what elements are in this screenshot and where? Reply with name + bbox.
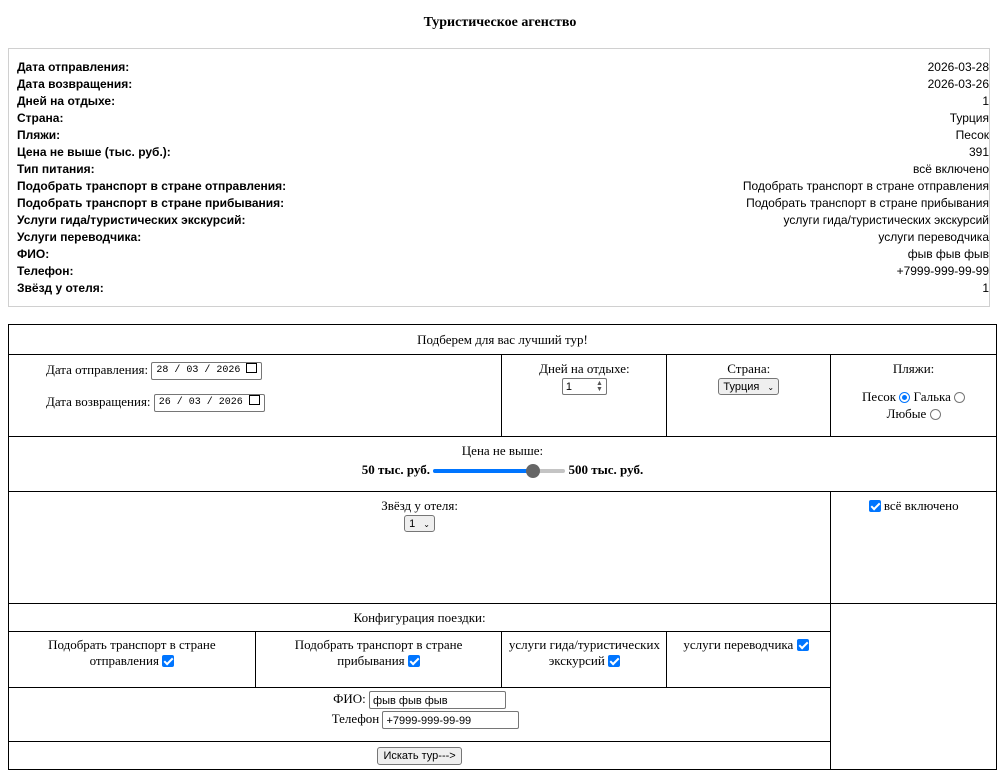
chevron-down-icon: ⌄: [767, 382, 775, 392]
dates-cell: [9, 355, 502, 437]
beaches-label: Пляжи:: [892, 361, 935, 376]
translator-cell: [667, 632, 831, 688]
summary-label: Тип питания:: [17, 162, 95, 176]
stars-cell: [9, 492, 831, 604]
summary-row: [17, 179, 989, 196]
summary-row: [17, 264, 989, 281]
transport-departure-label: Подобрать транспорт в стране отправления: [48, 637, 216, 668]
form-heading-text: Подберем для вас лучший тур!: [417, 331, 588, 347]
summary-label: Цена не выше (тыс. руб.):: [17, 145, 171, 159]
all-inclusive-checkbox[interactable]: [869, 500, 881, 512]
summary-row: [17, 230, 989, 247]
departure-date-input[interactable]: 28 / 03 / 2026: [151, 362, 262, 380]
page-title: Туристическое агенство: [423, 15, 577, 30]
summary-row: [17, 145, 989, 162]
config-heading: Конфигурация поездки:: [353, 609, 486, 625]
country-cell: [667, 355, 831, 437]
summary-value: 391: [968, 145, 989, 159]
summary-value: Подобрать транспорт в стране прибывания: [746, 196, 989, 210]
summary-label: Пляжи:: [17, 128, 61, 142]
beach-any-label: Любые: [886, 406, 927, 421]
chevron-down-icon: ⌄: [423, 519, 430, 529]
days-label: Дней на отдыхе:: [539, 361, 630, 376]
summary-row: [17, 77, 989, 94]
days-cell: [502, 355, 667, 437]
all-inclusive-label: всё включено: [883, 498, 959, 513]
summary-row: [17, 196, 989, 213]
stars-label: Звёзд у отеля:: [381, 498, 458, 513]
summary-row: [17, 281, 989, 298]
days-input[interactable]: 1 ▲ ▼: [562, 378, 607, 395]
summary-value: Турция: [949, 111, 989, 125]
summary-label: Подобрать транспорт в стране отправления:: [17, 179, 287, 193]
search-tour-button[interactable]: Искать тур--->: [377, 747, 461, 765]
return-label: Дата возвращения:: [46, 394, 151, 410]
beach-any-radio[interactable]: [930, 409, 941, 420]
stars-select[interactable]: 1 ⌄: [404, 515, 435, 532]
summary-row: [17, 60, 989, 77]
price-cell: [9, 437, 997, 492]
summary-row: [17, 162, 989, 179]
transport-arrival-cell: [255, 632, 502, 688]
slider-fill: [433, 469, 533, 473]
beach-sand-label: Песок: [861, 389, 897, 404]
beach-pebble-label: Галька: [913, 389, 951, 404]
empty-side-cell: [831, 604, 997, 770]
slider-handle[interactable]: [526, 464, 540, 478]
summary-label: Услуги гида/туристических экскурсий:: [17, 213, 246, 227]
summary-panel: [8, 48, 990, 307]
phone-input[interactable]: +7999-999-99-99: [382, 711, 519, 729]
submit-cell: [9, 742, 831, 770]
transport-arrival-checkbox[interactable]: [408, 655, 420, 667]
summary-value: Песок: [955, 128, 989, 142]
spinner-icon[interactable]: ▲ ▼: [595, 380, 603, 393]
country-label: Страна:: [727, 361, 771, 376]
summary-label: Дата возвращения:: [17, 77, 133, 91]
calendar-icon[interactable]: [246, 363, 257, 373]
summary-label: ФИО:: [17, 247, 50, 261]
summary-row: [17, 94, 989, 111]
summary-row: [17, 213, 989, 230]
summary-row: [17, 111, 989, 128]
summary-row: [17, 128, 989, 145]
beach-pebble-radio[interactable]: [954, 392, 965, 403]
beach-sand-radio[interactable]: [899, 392, 910, 403]
summary-value: 1: [982, 281, 989, 295]
name-input[interactable]: фыв фыв фыв: [369, 691, 506, 709]
summary-row: [17, 247, 989, 264]
departure-label: Дата отправления:: [46, 362, 149, 377]
price-label: Цена не выше:: [461, 443, 544, 458]
return-date-input[interactable]: 26 / 03 / 2026: [154, 394, 265, 412]
country-select[interactable]: Турция ⌄: [718, 378, 779, 395]
summary-label: Подобрать транспорт в стране прибывания:: [17, 196, 285, 210]
summary-value: всё включено: [913, 162, 989, 176]
beaches-cell: [831, 355, 997, 437]
summary-label: Страна:: [17, 111, 64, 125]
summary-value: услуги переводчика: [878, 230, 989, 244]
price-slider[interactable]: [433, 463, 565, 479]
summary-label: Телефон:: [17, 264, 74, 278]
summary-label: Дата отправления:: [17, 60, 130, 74]
phone-label: Телефон: [331, 711, 380, 727]
tour-form: [8, 324, 997, 770]
price-max-label: 500 тыс. руб.: [568, 462, 644, 477]
name-label: ФИО:: [333, 691, 366, 706]
guide-cell: [502, 632, 667, 688]
summary-value: услуги гида/туристических экскурсий: [783, 213, 989, 227]
meal-cell: [831, 492, 997, 604]
summary-value: 1: [982, 94, 989, 108]
summary-value: Подобрать транспорт в стране отправления: [742, 179, 989, 193]
price-min-label: 50 тыс. руб.: [361, 462, 430, 477]
config-heading-cell: [9, 604, 831, 632]
transport-arrival-label: Подобрать транспорт в стране прибывания: [294, 637, 463, 668]
guide-checkbox[interactable]: [608, 655, 620, 667]
summary-label: Услуги переводчика:: [17, 230, 142, 244]
summary-value: 2026-03-26: [927, 77, 989, 91]
summary-value: 2026-03-28: [927, 60, 989, 74]
guide-label: услуги гида/туристических экскурсий: [508, 637, 660, 668]
form-heading: [9, 325, 997, 355]
summary-value: +7999-999-99-99: [896, 264, 989, 278]
summary-value: фыв фыв фыв: [907, 247, 989, 261]
contacts-cell: [9, 688, 831, 742]
calendar-icon[interactable]: [249, 395, 260, 405]
transport-departure-cell: [9, 632, 256, 688]
summary-label: Звёзд у отеля:: [17, 281, 104, 295]
translator-checkbox[interactable]: [797, 639, 809, 651]
transport-departure-checkbox[interactable]: [162, 655, 174, 667]
translator-label: услуги переводчика: [683, 637, 794, 652]
summary-label: Дней на отдыхе:: [17, 94, 116, 108]
